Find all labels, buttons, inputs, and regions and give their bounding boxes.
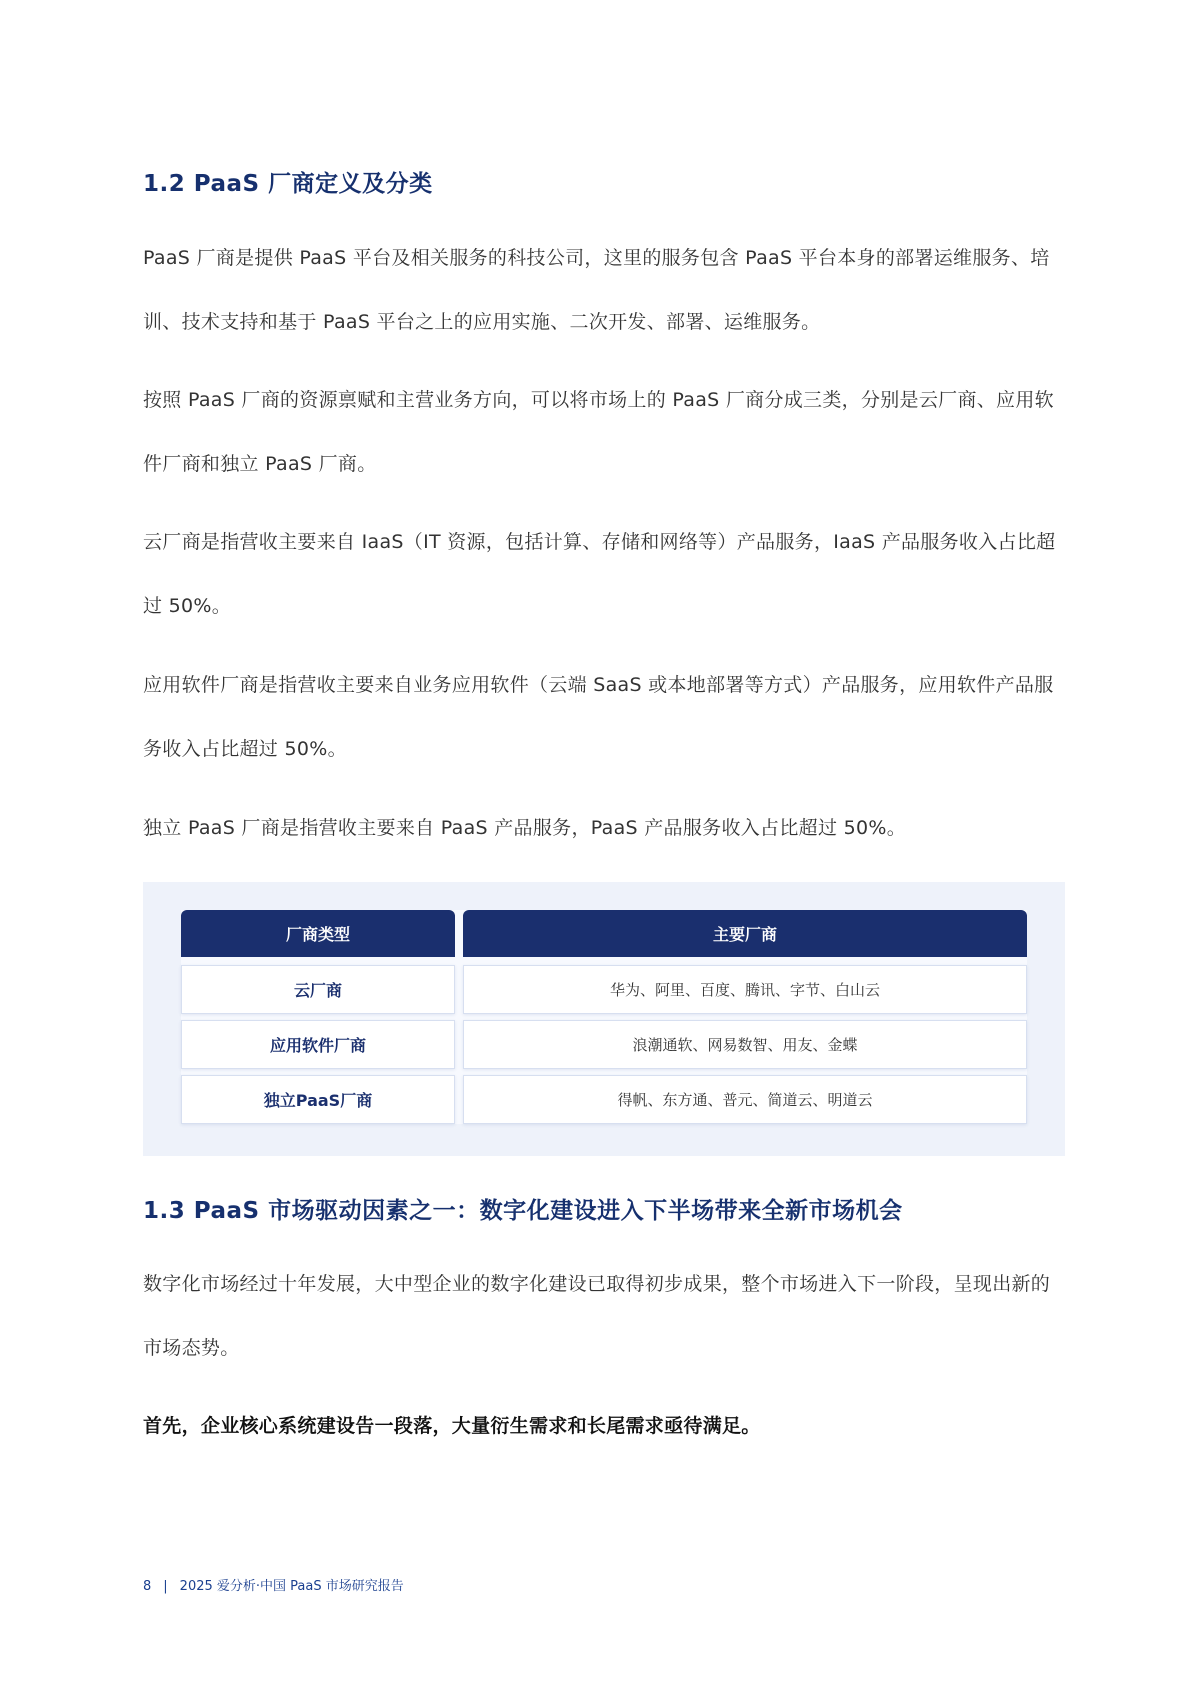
- paragraph-app-software-vendor: 应用软件厂商是指营收主要来自业务应用软件（云端 SaaS 或本地部署等方式）产品服务，应用软件产品服务收入占比超过 50%。: [143, 674, 1054, 760]
- table-cell-type-cloud: 云厂商: [181, 965, 455, 1014]
- paragraph-digital-market: 数字化市场经过十年发展，大中型企业的数字化建设已取得初步成果，整个市场进入下一阶段，呈现出新的市场态势。: [143, 1273, 1051, 1359]
- table-cell-type-independent-paas: 独立PaaS厂商: [181, 1075, 455, 1124]
- vendor-table: [181, 910, 1027, 1124]
- table-header-main-vendors: 主要厂商: [463, 910, 1027, 957]
- table-cell-type-app-software: 应用软件厂商: [181, 1020, 455, 1069]
- table-header-vendor-type: 厂商类型: [181, 910, 455, 957]
- footer-separator: |: [163, 1579, 168, 1594]
- section-heading-1-2: 1.2 PaaS 厂商定义及分类: [143, 171, 433, 197]
- report-title: 2025 爱分析·中国 PaaS 市场研究报告: [179, 1579, 404, 1594]
- page-number: 8: [143, 1579, 152, 1594]
- paragraph-paas-classification: 按照 PaaS 厂商的资源禀赋和主营业务方向，可以将市场上的 PaaS 厂商分成三类，分别是云厂商、应用软件厂商和独立 PaaS 厂商。: [143, 389, 1054, 475]
- table-cell-vendors-app-software: 浪潮通软、网易数智、用友、金蝶: [463, 1020, 1027, 1069]
- section-heading-1-3: 1.3 PaaS 市场驱动因素之一：数字化建设进入下半场带来全新市场机会: [143, 1198, 903, 1224]
- paragraph-cloud-vendor: 云厂商是指营收主要来自 IaaS（IT 资源，包括计算、存储和网络等）产品服务，IaaS 产品服务收入占比超过 50%。: [143, 531, 1056, 617]
- vendor-table-panel: [143, 882, 1065, 1156]
- page-footer: [143, 1575, 404, 1594]
- paragraph-independent-paas-vendor: 独立 PaaS 厂商是指营收主要来自 PaaS 产品服务，PaaS 产品服务收入占比超过 50%。: [143, 817, 907, 839]
- table-cell-vendors-independent-paas: 得帆、东方通、普元、简道云、明道云: [463, 1075, 1027, 1124]
- table-cell-vendors-cloud: 华为、阿里、百度、腾讯、字节、白山云: [463, 965, 1027, 1014]
- paragraph-bold-first-point: 首先，企业核心系统建设告一段落，大量衍生需求和长尾需求亟待满足。: [143, 1415, 761, 1437]
- paragraph-paas-definition: PaaS 厂商是提供 PaaS 平台及相关服务的科技公司，这里的服务包含 PaaS 平台本身的部署运维服务、培训、技术支持和基于 PaaS 平台之上的应用实施、二次开发、部署、运维服务。: [143, 247, 1050, 333]
